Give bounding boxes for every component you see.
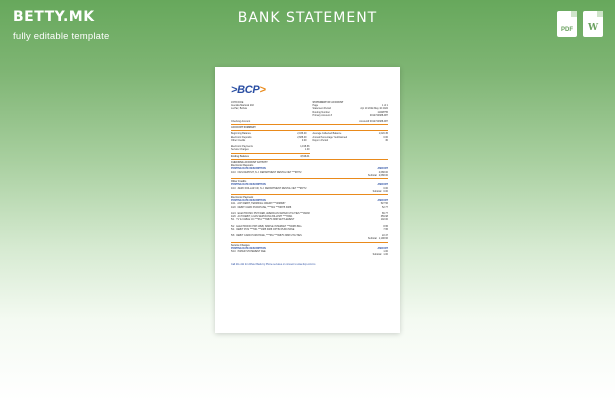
table-row: 4/26 ACH DEBIT, LOAN SERVICING BILLPMT ***73991 359.98 [231,215,388,219]
table-row: 4/11 ACH DEBIT, TERMINAL CREDIT ***0098987 527.56 [231,202,388,206]
table-row: 5/4 DEBIT POS ****661 ***1985 3088 OPTIM PURCHASE 7.95 [231,227,388,231]
activity-title: CHECKING ACCOUNT ACTIVITY [231,160,268,164]
table-row: 5/2 ELECTRONIC PMT-WEB, SIMPLE INTERNET ***09383 BILL 8.95 [231,224,388,228]
table-row: 5/8 DEBIT CARD PURCHASE, ****661 ***69875 3088 UTILITIES 22.47 [231,234,388,238]
account-line: Checking Account Account# 0012744688-987 [231,120,388,124]
section-electronic-payment: Electronic Payment POSTING DATE DESCRIPTION AMOUNT 4/11 ACH DEBIT, TERMINAL CREDIT ***0098987 527.56 4/20 DEBIT CARD PURCHASE, ****661 ***69875 3088 52.77 4/24 ELECTRONIC PMT-WEB, AMERICAN WATER UTILITIES ***09238 86.77 4/26 ACH DEBIT, LOAN SERVICING BILLPMT ***73991 359.98 5/1 TV & CABLE CO ***661 ***69875 3088 SETTLEMENT 102.00 5/2 ELECTRONIC PMT-WEB, SIMPLE INTERNET ***09383 BILL 8.95 5/4 DEBIT POS ****661 ***1985 3088 OPTIM PURCHASE 7.95 5/8 DEBIT CARD PURCHASE, ****661 ***69875 3088 UTILITIES 22.47 Subtotal 1,198.66 [231,196,388,241]
table-row: 4/10 ZERO DOLLAR CR, N.J. DEPARTMENT RENTAL NET ***98772 0.00 [231,186,388,190]
banner-title: BANK STATEMENT [237,10,378,26]
summary-more: Electronic Payments 1,198.66 Service Charges 1.00 Ending Balance 3,518.11 [231,145,310,158]
table-row: 4/24 ELECTRONIC PMT-WEB, AMERICAN WATER UTILITIES ***09238 86.77 [231,211,388,215]
format-icons [557,11,603,37]
summary-title: ACCOUNT SUMMARY [231,126,256,130]
bank-logo: >BCP> [231,84,266,96]
table-row: 4/10 NGS DEPOSIT, N.J. DEPARTMENT RENTAL NET ***98772 2,688.00 [231,170,388,174]
statement-meta: STATEMENT OF ACCOUNT Page 1 of 1 Statement Period Apr 10 2022-May 10 2022 Routing Number 11008755 Primary Account # 0012744688-987 [312,100,388,117]
section-service-charges: Service Charges POSTING DATE DESCRIPTION AMOUNT 5/10 PAPER STATEMENT FEE 1.00 Subtotal 1.00 [231,243,388,257]
brand-logo: BETTY.MK [13,9,95,25]
table-row: 5/10 PAPER STATEMENT FEE 1.00 [231,250,388,254]
statement-preview [215,67,400,333]
word-file-icon[interactable]: W [583,11,603,37]
customer-address: JOHN DOE Avenida Mariscal 202 La Paz, Bolivia [231,100,254,111]
statement-footer: Call 211-411 for 24hour Bank by Phone services or connect to www.bcp.com.bo [231,262,316,266]
table-row: 4/20 DEBIT CARD PURCHASE, ****661 ***69875 3088 52.77 [231,205,388,209]
pdf-file-icon[interactable]: PDF [557,11,577,37]
section-electronic-deposits: Electronic Deposits POSTING DATE DESCRIPTION AMOUNT 4/10 NGS DEPOSIT, N.J. DEPARTMENT RENTAL NET ***98772 2,688.00 Subtotal 2,688.00 [231,164,388,177]
brand-tagline: fully editable template [13,31,110,42]
account-summary: Beginning Balance 2,036.00 Electronic Deposits 2,688.00 Other Credits 0.00 Average Collected Balance 1,020.45 Annual Percentage Yield Earned 0.00 Days in Period 30 [231,132,388,142]
section-other-credits: Other Credits POSTING DATE DESCRIPTION AMOUNT 4/10 ZERO DOLLAR CR, N.J. DEPARTMENT RENTAL NET ***98772 0.00 Subtotal 0.00 [231,180,388,193]
table-row: 5/1 TV & CABLE CO ***661 ***69875 3088 SETTLEMENT 102.00 [231,218,388,222]
